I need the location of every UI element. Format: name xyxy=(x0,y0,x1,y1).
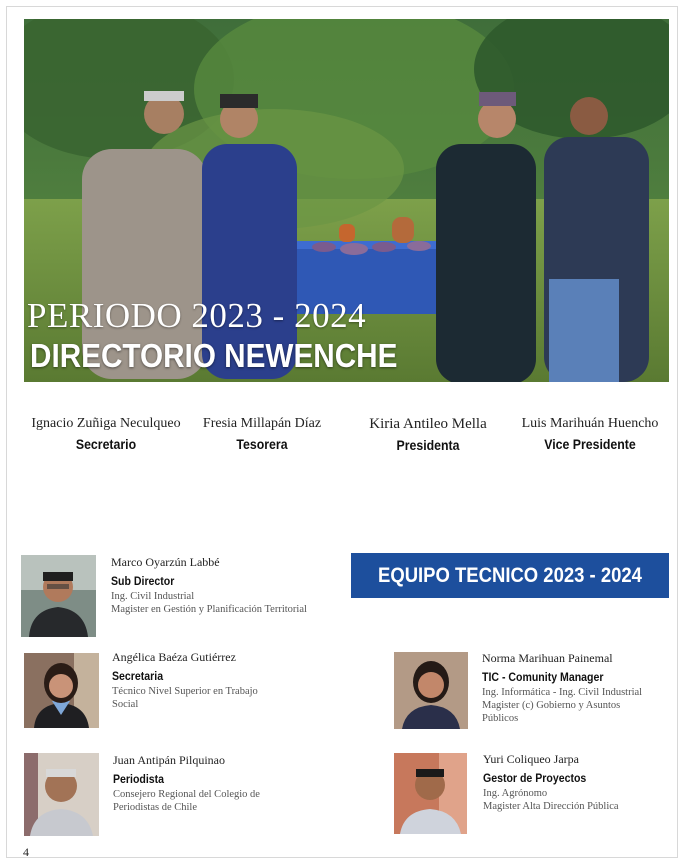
team-member-name: Angélica Baéza Gutiérrez xyxy=(112,650,236,664)
team-member-name: Marco Oyarzún Labbé xyxy=(111,555,220,569)
team-member-name: Norma Marihuan Painemal xyxy=(482,651,613,665)
member-photo-5 xyxy=(394,753,467,834)
team-member-role: TIC - Comunity Manager xyxy=(482,670,604,684)
team-member-1 xyxy=(111,555,341,616)
board-member-name: Fresia Millapán Díaz xyxy=(202,416,322,431)
team-member-name: Yuri Coliqueo Jarpa xyxy=(483,752,579,766)
team-member-role: Secretaria xyxy=(112,669,164,683)
board-member-3 xyxy=(358,416,498,453)
board-member-name: Kiria Antileo Mella xyxy=(369,416,487,432)
team-member-role: Sub Director xyxy=(111,574,175,588)
member-photo-3 xyxy=(24,753,99,836)
hero-period-text: PERIODO 2023 - 2024 xyxy=(27,296,367,335)
team-member-description: Ing. Agrónomo Magister Alta Dirección Pública xyxy=(483,788,619,812)
board-member-role: Secretario xyxy=(75,436,137,452)
team-member-description: Ing. Civil Industrial Magister en Gestión y Planificación Territorial xyxy=(111,591,307,615)
team-banner xyxy=(351,553,669,598)
board-member-4 xyxy=(515,416,665,452)
team-member-description: Consejero Regional del Colegio de Periodistas de Chile xyxy=(113,789,260,813)
team-member-name: Juan Antipán Pilquinao xyxy=(113,753,225,767)
member-photo-2 xyxy=(24,653,99,728)
team-member-3 xyxy=(113,753,343,814)
team-member-description: Técnico Nivel Superior en Trabajo Social xyxy=(112,686,258,710)
member-photo-4 xyxy=(394,652,468,729)
team-banner-text: EQUIPO TECNICO 2023 - 2024 xyxy=(378,563,642,587)
team-member-5 xyxy=(483,752,685,813)
board-member-name: Ignacio Zuñiga Neculqueo xyxy=(31,416,181,431)
team-member-4 xyxy=(482,651,685,725)
team-member-description: Ing. Informática - Ing. Civil Industrial Magister (c) Gobierno y Asuntos Públicos xyxy=(482,687,643,724)
board-member-1 xyxy=(27,416,185,452)
board-member-role: Presidenta xyxy=(396,437,460,453)
board-member-2 xyxy=(198,416,326,452)
hero-title: DIRECTORIO NEWENCHE xyxy=(30,337,398,374)
team-member-role: Periodista xyxy=(113,772,165,786)
team-member-2 xyxy=(112,650,342,711)
board-member-role: Vice Presidente xyxy=(544,436,636,452)
member-photo-1 xyxy=(21,555,96,637)
hero-photo xyxy=(24,19,669,382)
page-number: 4 xyxy=(23,845,29,859)
board-member-role: Tesorera xyxy=(236,436,288,452)
team-member-role: Gestor de Proyectos xyxy=(483,771,587,785)
board-member-name: Luis Marihuán Huencho xyxy=(521,416,659,431)
